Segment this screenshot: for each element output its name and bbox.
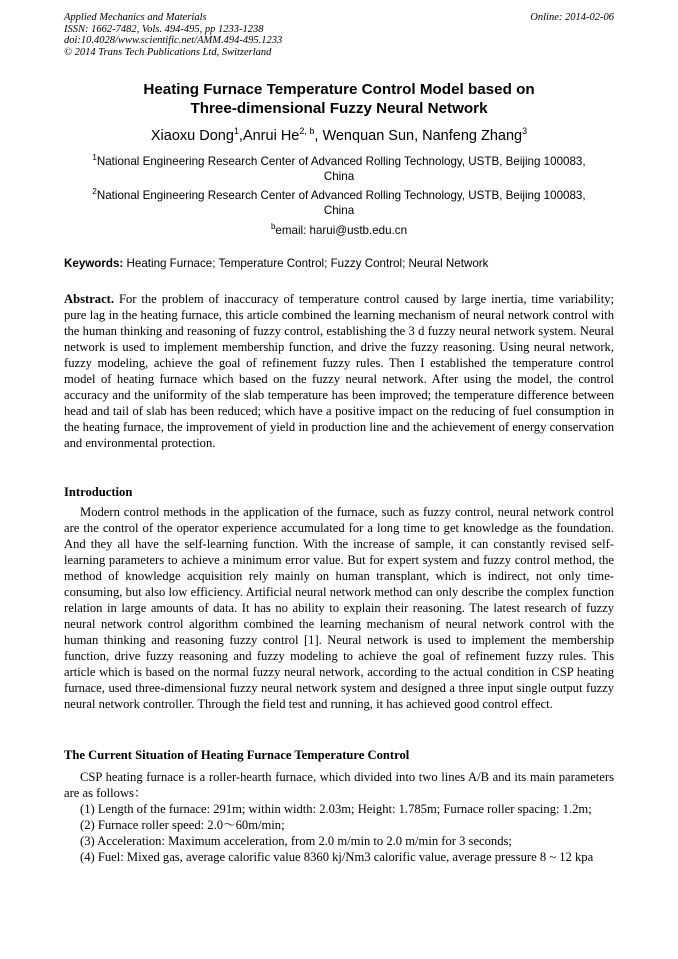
parameter-item: (3) Acceleration: Maximum acceleration, from 2.0 m/min to 2.0 m/min for 3 seconds; [80, 834, 512, 848]
title-line-2: Three-dimensional Fuzzy Neural Network [190, 100, 488, 117]
introduction-paragraph: Modern control methods in the application of the furnace, such as fuzzy control, neural network control are the control of the operator experience accumulated for a long time to get knowledge as the foundation. And they all have the self-learning function. With the increase of sample, it can constantly revised self-learning parameters to achieve a minimum error value. But for expert system and fuzzy control method, the method of knowledge acquisition rely mainly on human transplant, which is indirect, not only time-consuming, but also low efficiency. Artificial neural network method can only describe the complex function relation in large amounts of data. It has no ability to explain their reasoning. The latest research of fuzzy neural network control algorithm combined the learning mechanism of neural network control with the human thinking and reasoning fuzzy control [1]. Neural network is used to implement the membership function, drive fuzzy reasoning and fuzzy modeling to achieve the goal of refinement fuzzy rules. This article which is based on the normal fuzzy neural network, according to the actual condition in CSP heating furnace, used three-dimensional fuzzy neural network system and designed a three input single output fuzzy neural network controller. Through the field test and running, it has achieved good control effect. [64, 505, 614, 711]
affiliation-1-line-2: China [323, 169, 355, 183]
doi-line: doi:10.4028/www.scientific.net/AMM.494-495.1233 [64, 35, 283, 46]
journal-header [64, 12, 282, 58]
current-situation-heading: The Current Situation of Heating Furnace Temperature Control [64, 748, 410, 762]
author-2-affiliation-mark: 2, b [299, 126, 315, 136]
copyright-line: © 2014 Trans Tech Publications Ltd, Switzerland [64, 46, 272, 58]
affiliation-1 [64, 150, 614, 184]
current-situation-section [64, 769, 614, 865]
affiliation-2 [64, 184, 614, 218]
current-situation-intro: CSP heating furnace is a roller-hearth furnace, which divided into two lines A/B and its main parameters are as follows： [64, 770, 614, 800]
author-1: Xiaoxu Dong [150, 127, 234, 144]
email-mark: b [270, 222, 276, 231]
affiliation-1-mark: 1 [92, 153, 97, 162]
parameter-item: (2) Furnace roller speed: 2.0～60m/min; [80, 818, 285, 832]
paper-title [64, 80, 614, 118]
keywords-label: Keywords: [64, 257, 124, 270]
affiliation-2-line-1: National Engineering Research Center of Advanced Rolling Technology, USTB, Beijing 100083, [96, 188, 586, 202]
author-1-affiliation-mark: 1 [233, 126, 239, 136]
email-text: email: harui@ustb.edu.cn [275, 223, 408, 237]
contact-email [64, 219, 614, 238]
abstract-text: For the problem of inaccuracy of temperature control caused by large inertia, time variability; pure lag in the heating furnace, this article combined the learning mechanism of neural network control with the human thinking and reasoning of fuzzy control, establishing the 3 d fuzzy neural network system. Neural network is used to implement membership function, and drive the fuzzy reasoning. Using neural network, fuzzy modeling, achieve the goal of refinement fuzzy rules. Then I established the temperature control model of heating furnace which based on the fuzzy neural network. After using the model, the control accuracy and the uniformity of the slab temperature has been improved; the temperature difference between head and tail of slab has been reduced; which have a positive impact on the reducing of fuel consumption in the heating furnace, the improvement of yield in production line and the achievement of energy conservation and environmental protection. [64, 292, 614, 450]
other-authors-affiliation-mark: 3 [522, 126, 528, 136]
affiliation-1-line-1: National Engineering Research Center of Advanced Rolling Technology, USTB, Beijing 100083, [96, 154, 586, 168]
introduction-heading: Introduction [64, 485, 133, 499]
other-authors: , Wenquan Sun, Nanfeng Zhang [314, 127, 523, 144]
parameter-item: (4) Fuel: Mixed gas, average calorific value 8360 kj/Nm3 calorific value, average pressure 8 ~ 12 kpa [80, 850, 594, 864]
keywords [64, 256, 614, 271]
abstract-label: Abstract. [64, 292, 115, 306]
online-date: Online: 2014-02-06 [530, 12, 614, 23]
affiliation-2-line-2: China [323, 203, 355, 217]
abstract [64, 291, 614, 451]
issn-line: ISSN: 1662-7482, Vols. 494-495, pp 1233-1238 [64, 23, 264, 35]
title-line-1: Heating Furnace Temperature Control Model based on [143, 81, 535, 98]
affiliation-2-mark: 2 [92, 187, 97, 196]
keywords-text: Heating Furnace; Temperature Control; Fuzzy Control; Neural Network [123, 257, 489, 270]
author-list [64, 122, 614, 145]
author-2: ,Anrui He [238, 127, 300, 144]
journal-name: Applied Mechanics and Materials [64, 12, 207, 23]
parameter-item: (1) Length of the furnace: 291m; within width: 2.03m; Height: 1.785m; Furnace roller spacing: 1.2m; [80, 802, 592, 816]
